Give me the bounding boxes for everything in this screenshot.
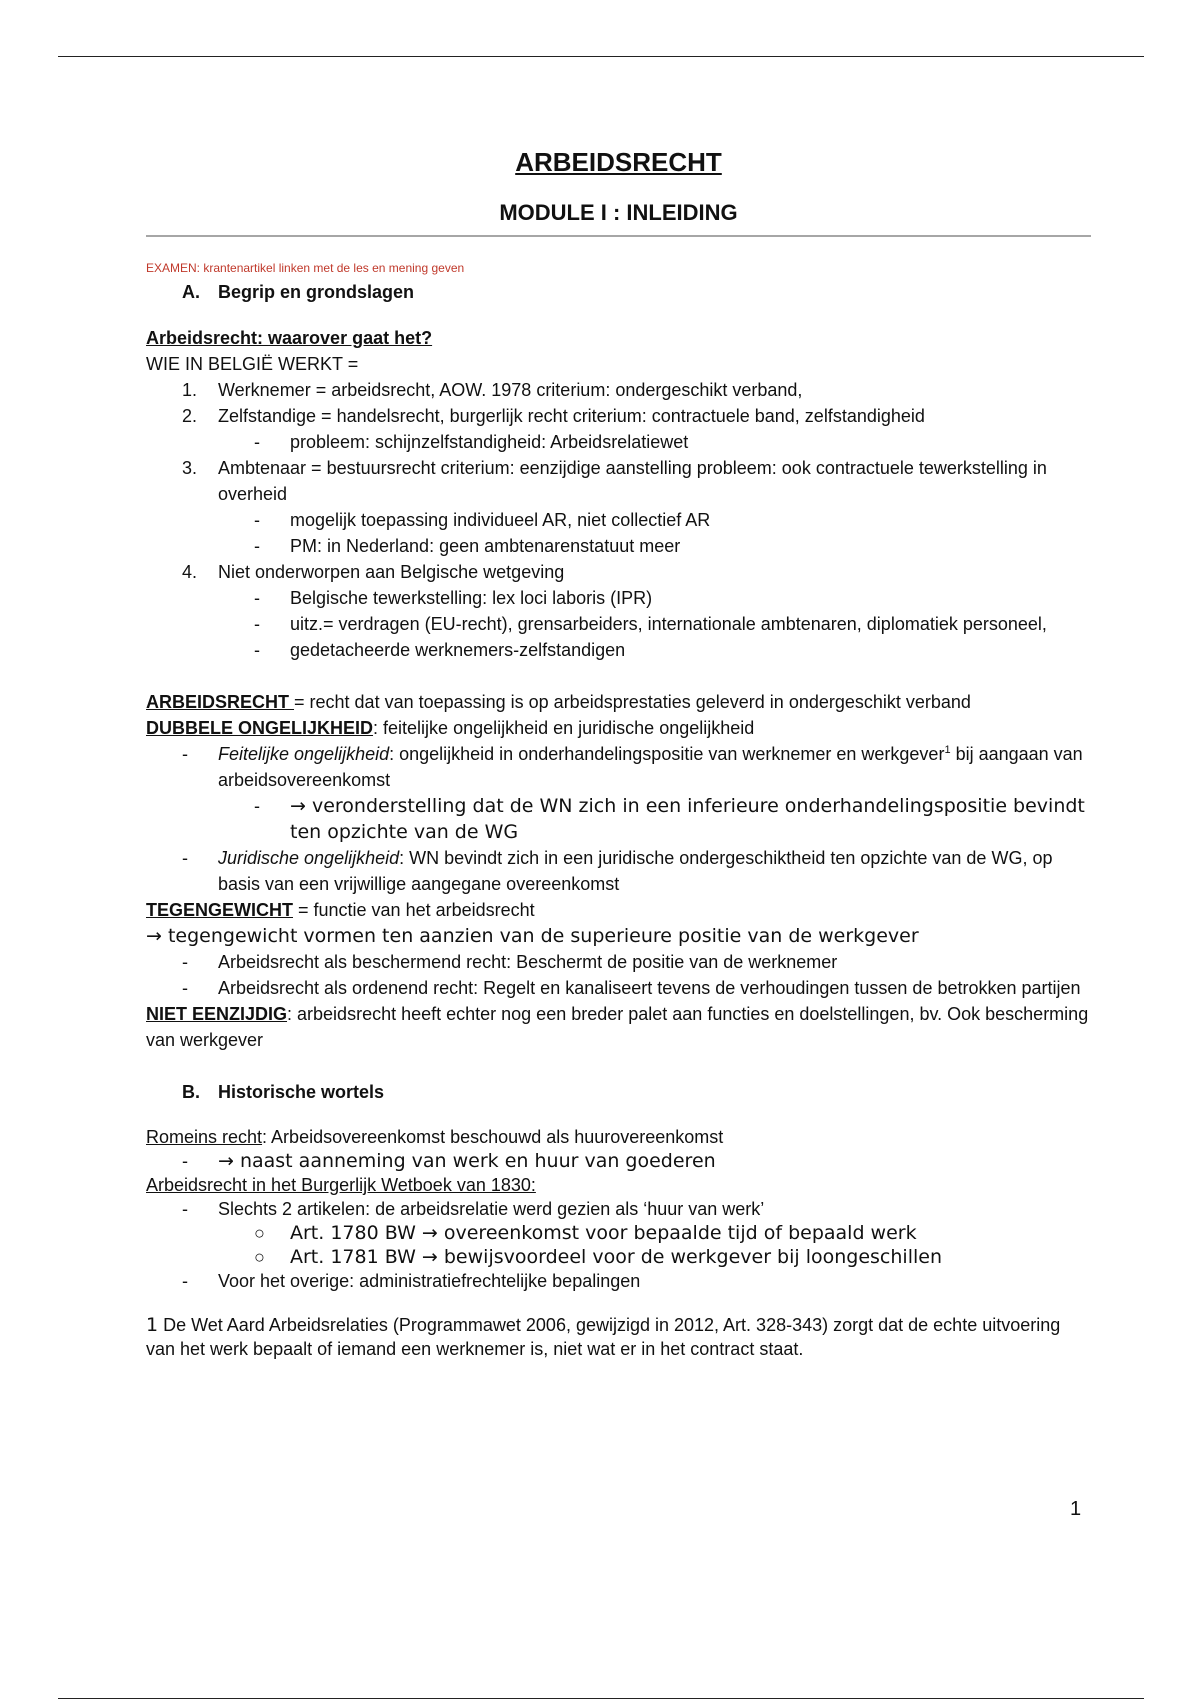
bw-heading: Arbeidsrecht in het Burgerlijk Wetboek van 1830: (146, 1175, 536, 1195)
list-item: - Arbeidsrecht als beschermend recht: Beschermt de positie van de werknemer (182, 952, 838, 972)
list-item: 4. Niet onderworpen aan Belgische wetgeving (182, 562, 565, 582)
list-item: - → naast aanneming van werk en huur van goederen (182, 1150, 716, 1172)
section-a-label: Begrip en grondslagen (218, 282, 415, 302)
page-number: 1 (1070, 1498, 1082, 1520)
definition-dubbele-ongelijkheid: DUBBELE ONGELIJKHEID: feitelijke ongelijkheid en juridische ongelijkheid (146, 718, 755, 738)
section-b-label: Historische wortels (218, 1082, 385, 1102)
section-b-heading (146, 1079, 1091, 1105)
footnote-ref: 1 (944, 744, 951, 756)
footnote-number: 1 (146, 1314, 159, 1336)
sub-list-item: ○ Art. 1780 BW → overeenkomst voor bepaalde tijd of bepaald werk (254, 1222, 917, 1244)
sub-list-item: - mogelijk toepassing individueel AR, niet collectief AR (254, 510, 711, 530)
sub-list-item: - → veronderstelling dat de WN zich in een inferieure onderhandelingspositie bevindt ten opzichte van de WG (254, 795, 1085, 843)
list-item: 3. Ambtenaar = bestuursrecht criterium: eenzijdige aanstelling probleem: ook contractuele tewerkstelling in overheid (182, 458, 1047, 504)
page-title: ARBEIDSRECHT (515, 147, 722, 177)
definition-tegengewicht: TEGENGEWICHT = functie van het arbeidsrecht (146, 900, 535, 920)
section-a-question: Arbeidsrecht: waarover gaat het? (146, 328, 433, 348)
list-item: - Voor het overige: administratiefrechtelijke bepalingen (182, 1271, 641, 1291)
definition-arbeidsrecht: ARBEIDSRECHT = recht dat van toepassing is op arbeidsprestaties geleverd in ondergeschikt verband (146, 692, 971, 712)
sub-list-item: - PM: in Nederland: geen ambtenarenstatuut meer (254, 536, 681, 556)
list-item: 1. Werknemer = arbeidsrecht, AOW. 1978 criterium: ondergeschikt verband, (182, 380, 803, 400)
who-works-line: WIE IN BELGIË WERKT = (146, 354, 359, 374)
list-item: - Slechts 2 artikelen: de arbeidsrelatie werd gezien als ‘huur van werk’ (182, 1199, 765, 1219)
top-rule (58, 56, 1144, 57)
list-item: - Feitelijke ongelijkheid: ongelijkheid in onderhandelingspositie van werknemer en werkgever$^1$ bij aangaan van arbeidsovereenkomst (182, 744, 1083, 790)
footnote: 1 De Wet Aard Arbeidsrelaties (Programmawet 2006, gewijzigd in 2012, Art. 328-343) zorgt dat de echte uitvoering van het werk bepaalt of iemand een werknemer is, niet wat er in het contract staat. (146, 1314, 1061, 1359)
list-item: - Arbeidsrecht als ordenend recht: Regelt en kanaliseert tevens de verhoudingen tussen de betrokken partijen (182, 978, 1081, 998)
section-a-marker: A. (182, 282, 200, 302)
sub-list-item: - gedetacheerde werknemers-zelfstandigen (254, 640, 626, 660)
bottom-rule (58, 1698, 1144, 1699)
sub-list-item: - Belgische tewerkstelling: lex loci laboris (IPR) (254, 588, 653, 608)
exam-note: EXAMEN: krantenartikel linken met de les en mening geven (146, 261, 465, 275)
list-item: - Juridische ongelijkheid: WN bevindt zich in een juridische ondergeschiktheid ten opzichte van de WG, op basis van een vrijwillige aangegane overeenkomst (182, 848, 1053, 894)
romeins-recht-line: Romeins recht: Arbeidsovereenkomst beschouwd als huurovereenkomst (146, 1127, 724, 1147)
list-item: 2. Zelfstandige = handelsrecht, burgerlijk recht criterium: contractuele band, zelfstandigheid (182, 406, 925, 426)
module-title: MODULE I : INLEIDING (499, 200, 738, 225)
tegengewicht-arrow-line: → tegengewicht vormen ten aanzien van de superieure positie van de werkgever (146, 925, 919, 947)
sub-list-item: ○ Art. 1781 BW → bewijsvoordeel voor de werkgever bij loongeschillen (254, 1246, 942, 1268)
section-a-heading (146, 279, 1091, 305)
sub-list-item: - uitz.= verdragen (EU-recht), grensarbeiders, internationale ambtenaren, diplomatiek personeel, (254, 614, 1047, 634)
section-b-marker: B. (182, 1082, 200, 1102)
definition-niet-eenzijdig: NIET EENZIJDIG: arbeidsrecht heeft echter nog een breder palet aan functies en doelstellingen, bv. Ook bescherming van werkgever (146, 1004, 1089, 1050)
sub-list-item: - probleem: schijnzelfstandigheid: Arbeidsrelatiewet (254, 432, 689, 452)
document-page (146, 144, 1091, 1361)
title-divider (146, 235, 1091, 237)
